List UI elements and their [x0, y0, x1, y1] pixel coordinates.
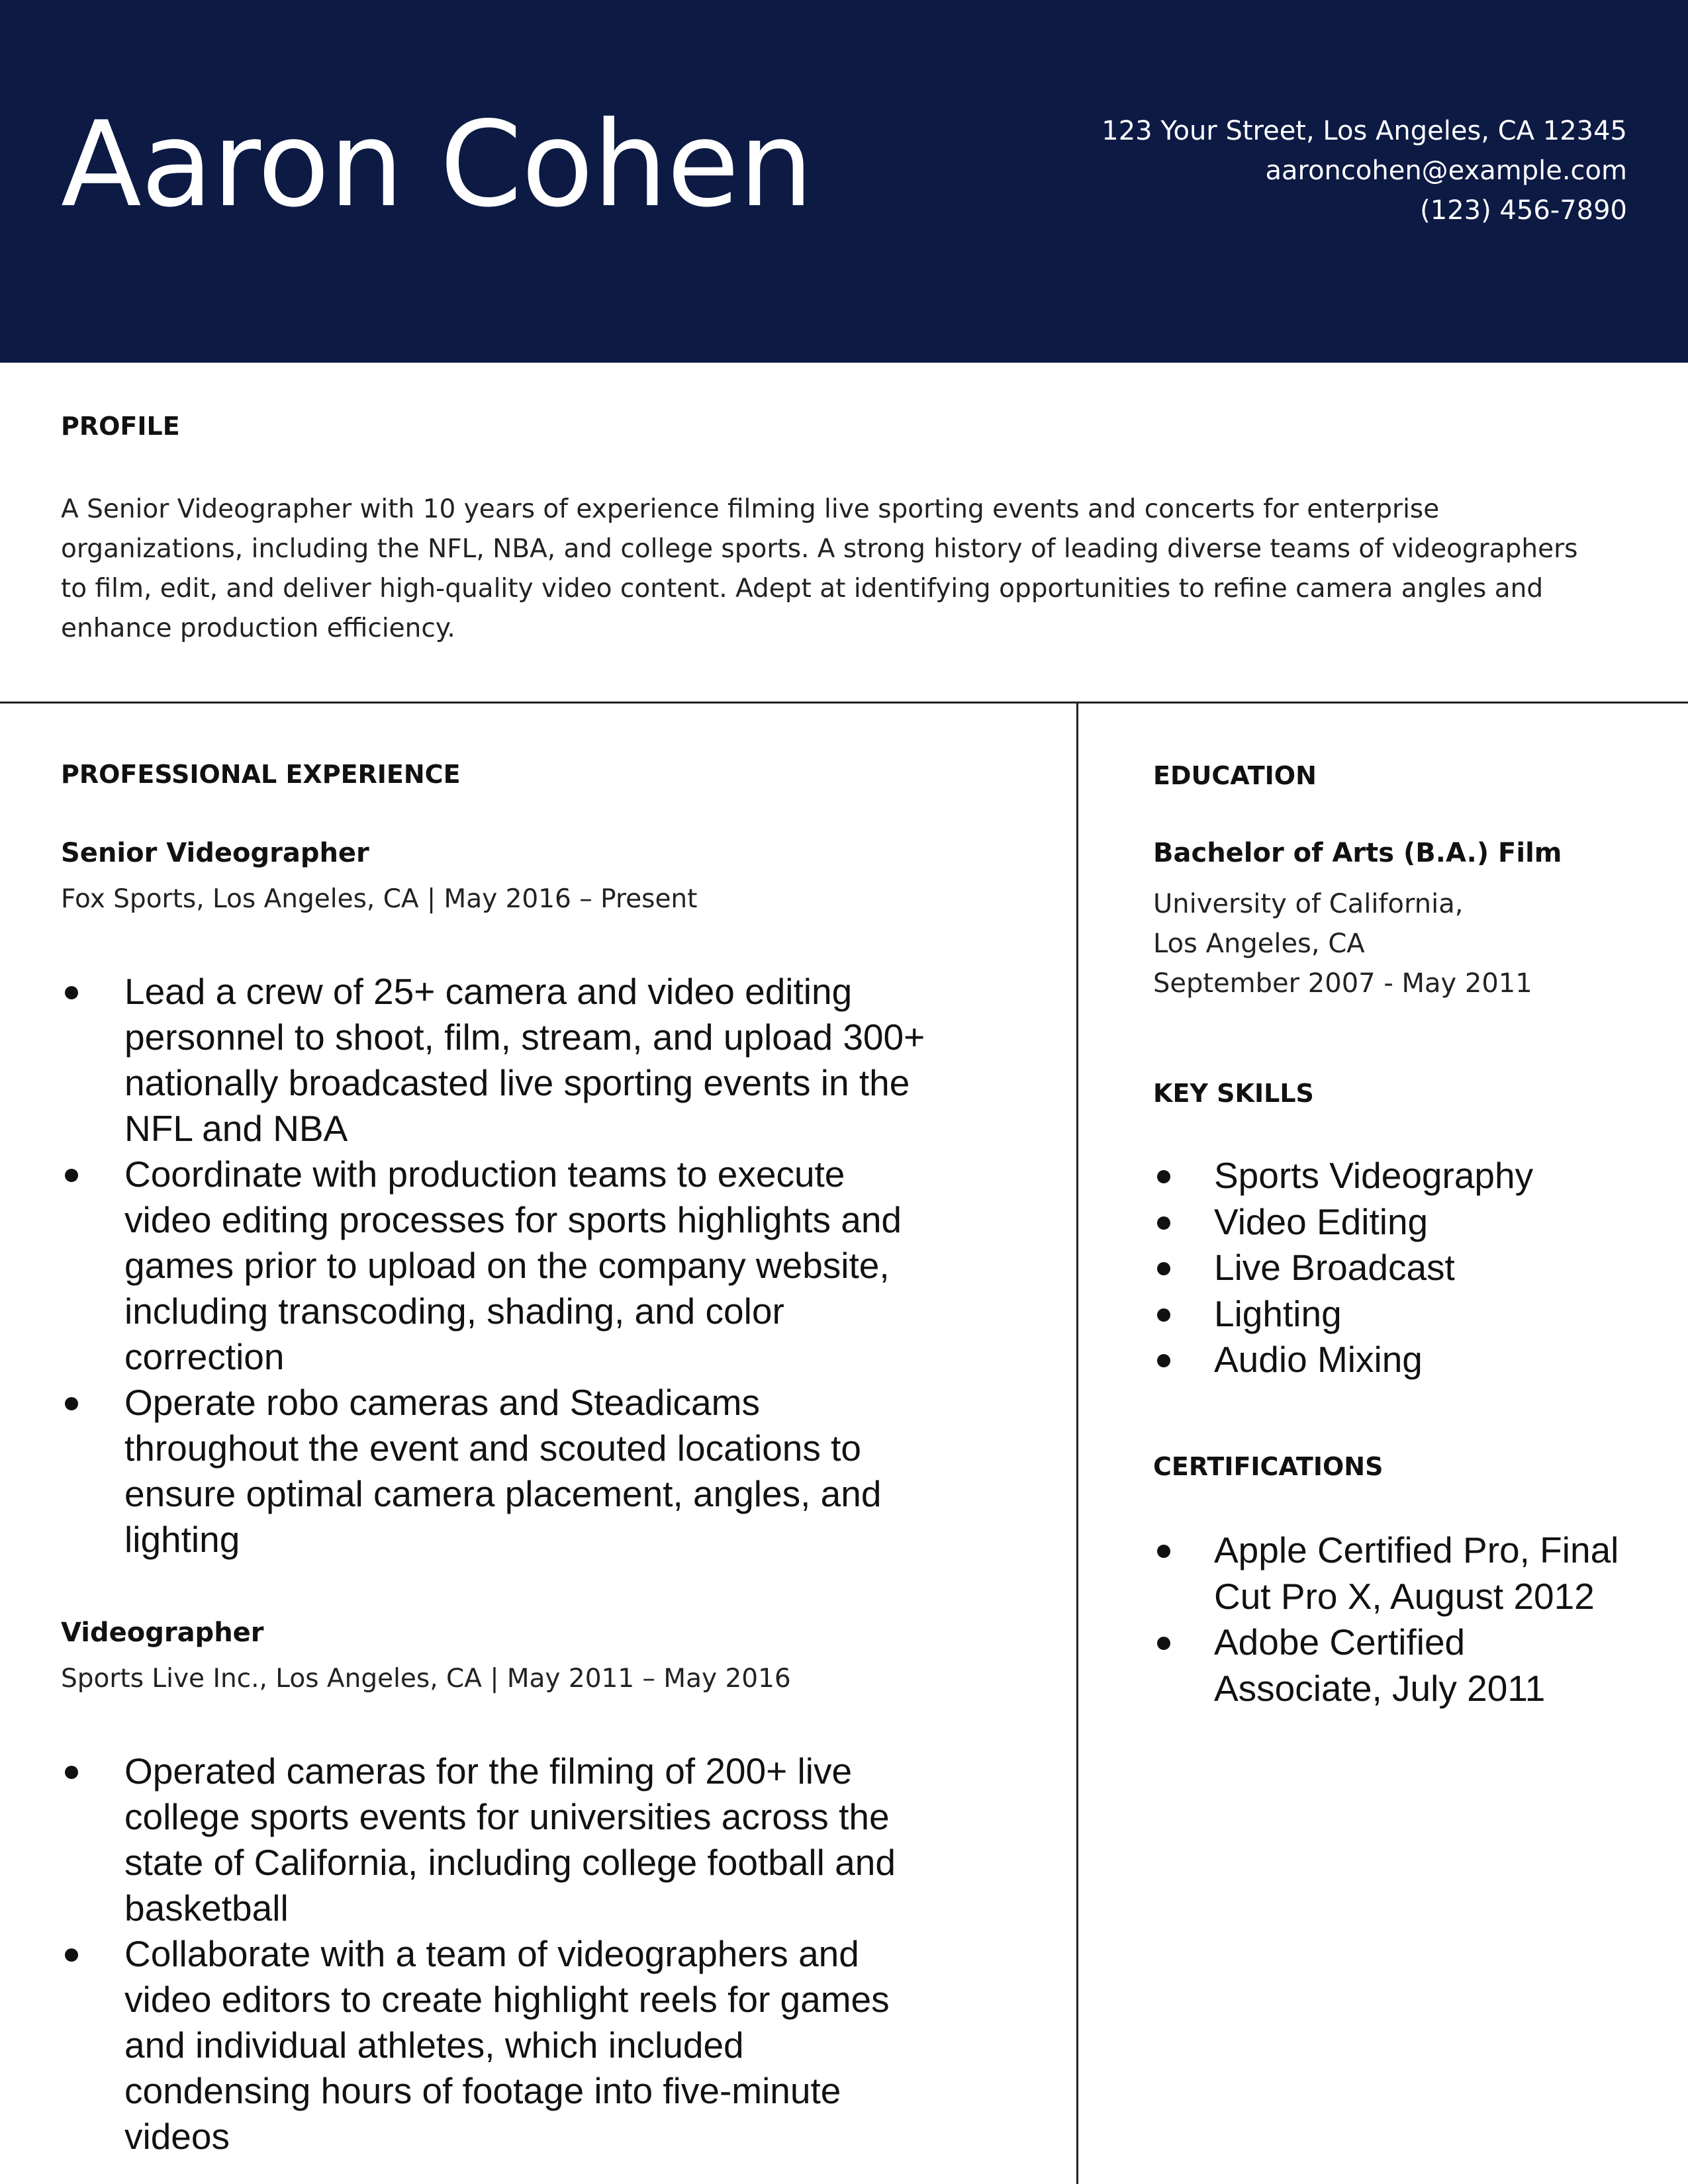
contact-address: 123 Your Street, Los Angeles, CA 12345: [1102, 116, 1627, 146]
bullet-text: Collaborate with a team of videographers and video editors to create highlight reels for games and individual athletes, which included condensing hours of footage into five-minute videos: [124, 1933, 890, 2157]
contact-email: aaroncohen@example.com: [1265, 156, 1627, 186]
candidate-name: Aaron Cohen: [61, 96, 813, 233]
certification-text: Adobe Certified Associate, July 2011: [1214, 1621, 1546, 1709]
list-item: [61, 1380, 935, 1563]
bullet-text: Coordinate with production teams to execute video editing processes for sports highlights and games prior to upload on the company website, including transcoding, shading, and color correction: [124, 1154, 902, 1377]
contact-phone: (123) 456-7890: [1420, 195, 1627, 226]
list-item: [1153, 1153, 1630, 1199]
profile-summary: A Senior Videographer with 10 years of experience filming live sporting events and concerts for enterprise organizations, including the NFL, NBA, and college sports. A strong history of leading diverse teams of videographers to film, edit, and deliver high-quality video content. Adept at identifying opportunities to refine camera angles and enhance production efficiency.: [61, 494, 1578, 643]
job-meta: Fox Sports, Los Angeles, CA | May 2016 – Present: [61, 884, 698, 914]
skill-text: Video Editing: [1214, 1201, 1429, 1242]
list-item: [1153, 1245, 1630, 1291]
list-item: [1153, 1199, 1630, 1246]
section-divider-horizontal: [0, 702, 1688, 704]
list-item: [61, 969, 935, 1152]
job-title: Videographer: [61, 1617, 264, 1648]
resume-header: [0, 0, 1688, 363]
list-item: [61, 1931, 935, 2160]
skill-text: Lighting: [1214, 1293, 1342, 1334]
school-location: Los Angeles, CA: [1153, 929, 1365, 959]
bullet-text: Operate robo cameras and Steadicams throughout the event and scouted locations to ensure optimal camera placement, angles, and lighting: [124, 1382, 882, 1560]
bullet-text: Operated cameras for the filming of 200+ live college sports events for universities across the state of California, including college football and basketball: [124, 1751, 896, 1929]
school-name: University of California,: [1153, 889, 1464, 919]
profile-heading: PROFILE: [61, 412, 180, 441]
education-details: [1153, 884, 1532, 1003]
certification-text: Apple Certified Pro, Final Cut Pro X, August 2012: [1214, 1529, 1619, 1617]
column-divider-vertical: [1076, 704, 1078, 2184]
skill-text: Audio Mixing: [1214, 1339, 1423, 1380]
list-item: [61, 1749, 935, 1931]
job-bullet-list: [61, 1749, 935, 2160]
skill-text: Live Broadcast: [1214, 1247, 1455, 1288]
education-heading: EDUCATION: [1153, 761, 1317, 790]
contact-info: [899, 111, 1627, 230]
skill-text: Sports Videography: [1214, 1155, 1534, 1196]
job-bullet-list: [61, 969, 935, 1563]
list-item: [1153, 1337, 1630, 1383]
job-meta: Sports Live Inc., Los Angeles, CA | May 2011 – May 2016: [61, 1664, 791, 1694]
certifications-list: [1153, 1527, 1630, 1711]
degree-title: Bachelor of Arts (B.A.) Film: [1153, 838, 1562, 868]
skills-list: [1153, 1153, 1630, 1383]
experience-heading: PROFESSIONAL EXPERIENCE: [61, 760, 461, 789]
list-item: [1153, 1291, 1630, 1338]
education-dates: September 2007 - May 2011: [1153, 968, 1532, 999]
list-item: [1153, 1527, 1630, 1619]
list-item: [61, 1152, 935, 1380]
skills-heading: KEY SKILLS: [1153, 1079, 1314, 1108]
list-item: [1153, 1619, 1630, 1711]
job-title: Senior Videographer: [61, 838, 369, 868]
bullet-text: Lead a crew of 25+ camera and video editing personnel to shoot, film, stream, and upload 300+ nationally broadcasted live sporting events in the NFL and NBA: [124, 971, 925, 1149]
certifications-heading: CERTIFICATIONS: [1153, 1452, 1383, 1481]
